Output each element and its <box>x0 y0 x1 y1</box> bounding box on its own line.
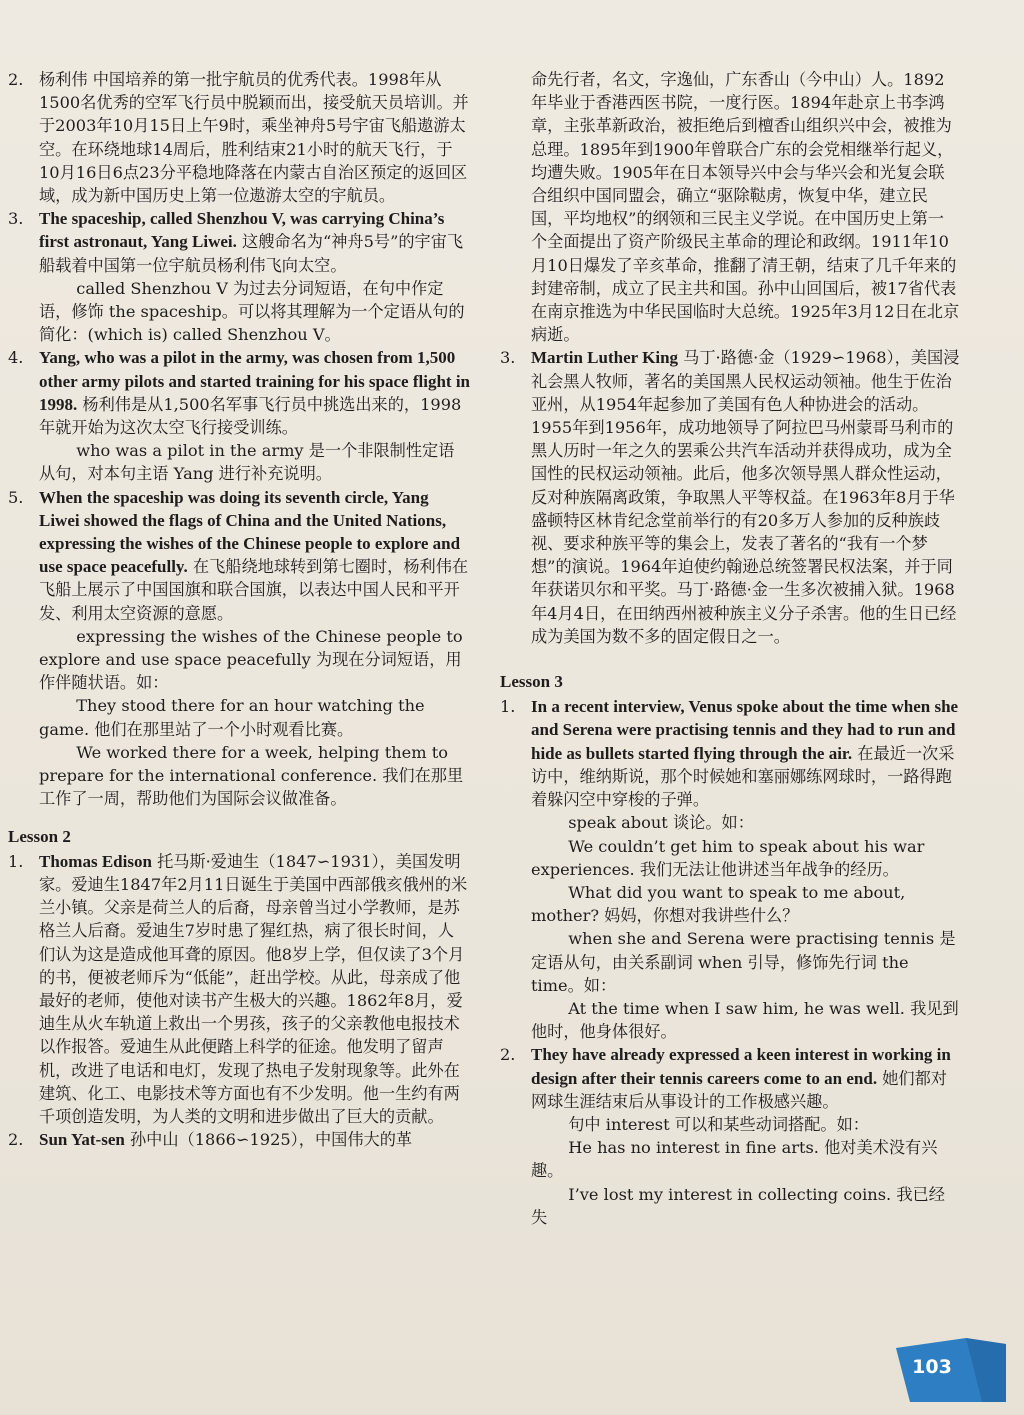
item-sentence <box>39 486 470 625</box>
english-sentence: In a recent interview, Venus spoke about the time when she and Serena were practising tennis and they had to run and hide as bullets started flying through the air. <box>531 697 959 763</box>
chinese-translation: 这艘命名为“神舟5号”的宇宙飞船载着中国第一位宇航员杨利伟飞向太空。 <box>39 232 464 275</box>
item-text: 杨利伟 中国培养的第一批宇航员的优秀代表。1998年从1500名优秀的空军飞行员中脱颖而出，接受航天员培训。并于2003年10月15日上午9时，乘坐神舟5号宇宙飞船遨游太空。在环绕地球14周后，胜利结束21小时的航天飞行，于10月16日6点23分平稳地降落在内蒙古自治区预定的返回区域，成为新中国历史上第一位遨游太空的宇航员。 <box>39 70 469 206</box>
english-sentence: Yang, who was a pilot in the army, was chosen from 1,500 other army pilots and started training for his space flight in 1998. <box>39 348 470 414</box>
chinese-translation: 在飞船绕地球转到第七圈时，杨利伟在飞船上展示了中国国旗和联合国旗，以表达中国人民和平开发、利用太空资源的意愿。 <box>39 557 469 623</box>
grammar-note: expressing the wishes of the Chinese people to explore and use space peacefully 为现在分词短语，用作伴随状语。如： <box>39 626 463 693</box>
item-sentence <box>531 1043 960 1113</box>
note-item-interest <box>500 1043 960 1229</box>
example-sentence: They stood there for an hour watching the game. 他们在那里站了一个小时观看比赛。 <box>39 696 425 739</box>
example-sentence: He has no interest in fine arts. 他对美术没有兴趣。 <box>531 1138 938 1181</box>
grammar-note: speak about 谈论。如： <box>568 813 754 833</box>
example-sentence: We couldn’t get him to speak about his war experiences. 我们无法让他讲述当年战争的经历。 <box>531 836 925 879</box>
note-item-sun-yat-sen <box>8 1128 470 1151</box>
person-name: Thomas Edison <box>39 851 152 871</box>
item-number: 4. <box>8 348 24 368</box>
note-item-edison <box>8 850 470 1128</box>
note-item-martin-luther-king <box>500 346 960 648</box>
person-name: Sun Yat-sen <box>39 1130 125 1150</box>
page-number-tab <box>896 1338 1006 1402</box>
biography-text: 孙中山（1866∽1925），中国伟大的革 <box>124 1130 413 1150</box>
item-text <box>39 1128 470 1151</box>
chinese-translation: 在最近一次采访中，维纳斯说，那个时候她和塞丽娜练网球时，一路得跑着躲闪空中穿梭的子弹。 <box>531 743 955 810</box>
note-item-venus <box>500 695 960 1043</box>
item-number: 1. <box>8 851 24 871</box>
note-item-shenzhou <box>8 207 470 346</box>
left-column <box>8 68 470 1151</box>
grammar-note: called Shenzhou V 为过去分词短语，在句中作定语，修饰 the spaceship。可以将其理解为一个定语从句的简化：(which is) called Shenzhou V。 <box>39 278 465 345</box>
item-number: 5. <box>8 487 24 507</box>
item-text <box>39 850 470 1128</box>
note-item-pilot <box>8 346 470 485</box>
page-number: 103 <box>912 1356 952 1378</box>
english-sentence: When the spaceship was doing its seventh circle, Yang Liwei showed the flags of China and the United Nations, expressing the wishes of the Chinese people to explore and use space peacefully. <box>39 487 461 577</box>
biography-text: 托马斯·爱迪生（1847∽1931），美国发明家。爱迪生1847年2月11日诞生于美国中西部俄亥俄州的米兰小镇。父亲是荷兰人的后裔，母亲曾当过小学教师，是苏格兰人后裔。爱迪生7岁时患了猩红热，病了很长时间，人们认为这是造成他耳聋的原因。他8岁上学，但仅读了3个月的书，便被老师斥为“低能”，赶出学校。从此，母亲成了他最好的老师，使他对读书产生极大的兴趣。1862年8月，爱迪生从火车轨道上救出一个男孩，孩子的父亲教他电报技术以作报答。爱迪生从此便踏上科学的征途。他发明了留声机，改进了电话和电灯，发现了热电子发射现象等。此外在建筑、化工、电影技术等方面也有不少发明。他一生约有两千项创造发明，为人类的文明和进步做出了巨大的贡献。 <box>39 851 468 1126</box>
item-sentence <box>39 207 470 277</box>
right-column <box>500 68 960 1229</box>
person-name: Martin Luther King <box>531 348 679 368</box>
note-item-yang-liwei <box>8 68 470 207</box>
example-sentence: What did you want to speak to me about, mother? 妈妈，你想对我讲些什么？ <box>531 882 906 926</box>
example-sentence: We worked there for a week, helping them to prepare for the international conference. 我们在那里工作了一周，帮助他们为国际会议做准备。 <box>39 742 464 809</box>
example-sentence: At the time when I saw him, he was well. 我见到他时，他身体很好。 <box>531 998 959 1042</box>
grammar-note: when she and Serena were practising tennis 是定语从句，由关系副词 when 引导，修饰先行词 the time。如： <box>531 929 956 995</box>
item-number: 3. <box>8 209 24 229</box>
item-text <box>531 346 960 648</box>
grammar-note: who was a pilot in the army 是一个非限制性定语从句，对本句主语 Yang 进行补充说明。 <box>39 441 455 484</box>
item-sentence <box>39 346 470 439</box>
lesson-3-heading: Lesson 3 <box>500 672 563 692</box>
grammar-note: 句中 interest 可以和某些动词搭配。如： <box>568 1114 869 1134</box>
lesson-2-heading: Lesson 2 <box>8 826 71 846</box>
item-number: 2. <box>8 1130 24 1150</box>
item-number: 1. <box>500 697 516 717</box>
note-item-flags <box>8 486 470 811</box>
sun-yat-sen-continued: 命先行者，名文，字逸仙，广东香山（今中山）人。1892年毕业于香港西医书院，一度行医。1894年赴京上书李鸿章，主张革新政治，被拒绝后到檀香山组织兴中会，被推为总理。1895年到1900年曾联合广东的会党相继举行起义，均遭失败。1905年在日本领导兴中会与华兴会和光复会联合组织中国同盟会，确立“驱除鞑虏，恢复中华，建立民国，平均地权”的纲领和三民主义学说。在中国历史上第一个全面提出了资产阶级民主革命的理论和政纲。1911年10月10日爆发了辛亥革命，推翻了清王朝，结束了几千年来的封建帝制，成立了民主共和国。孙中山回国后，被17省代表在南京推选为中华民国临时大总统。1925年3月12日在北京病逝。 <box>531 70 960 345</box>
biography-text: 马丁·路德·金（1929∽1968），美国浸礼会黑人牧师，著名的美国黑人民权运动领袖。他生于佐治亚州，从1954年起参加了美国有色人种协进会的活动。1955年到1956年，成功地领导了阿拉巴马州蒙哥马利市的黑人历时一年之久的罢乘公共汽车活动并获得成功，成为全国性的民权运动领袖。此后，他多次领导黑人群众性运动，反对种族隔离政策，争取黑人平等权益。在1963年8月于华盛顿特区林肯纪念堂前举行的有20多万人参加的反种族歧视、要求种族平等的集会上，发表了著名的“我有一个梦想”的演说。1964年迫使约翰逊总统签署民权法案，并于同年获诺贝尔和平奖。马丁·路德·金一生多次被捕入狱。1968年4月4日，在田纳西州被种族主义分子杀害。他的生日已经成为美国为数不多的固定假日之一。 <box>531 348 960 646</box>
english-sentence: They have already expressed a keen interest in working in design after their tennis careers come to an end. <box>531 1045 951 1088</box>
item-number: 2. <box>8 70 24 89</box>
english-sentence: The spaceship, called Shenzhou V, was carrying China’s first astronaut, Yang Liwei. <box>39 209 445 252</box>
chinese-translation: 杨利伟是从1,500名军事飞行员中挑选出来的，1998年就开始为这次太空飞行接受训练。 <box>39 394 462 438</box>
item-number: 3. <box>500 348 516 368</box>
example-sentence: I’ve lost my interest in collecting coins. 我已经失 <box>531 1184 945 1227</box>
item-number: 2. <box>500 1045 516 1065</box>
item-sentence <box>531 695 960 811</box>
chinese-translation: 她们都对网球生涯结束后从事设计的工作极感兴趣。 <box>531 1068 947 1111</box>
